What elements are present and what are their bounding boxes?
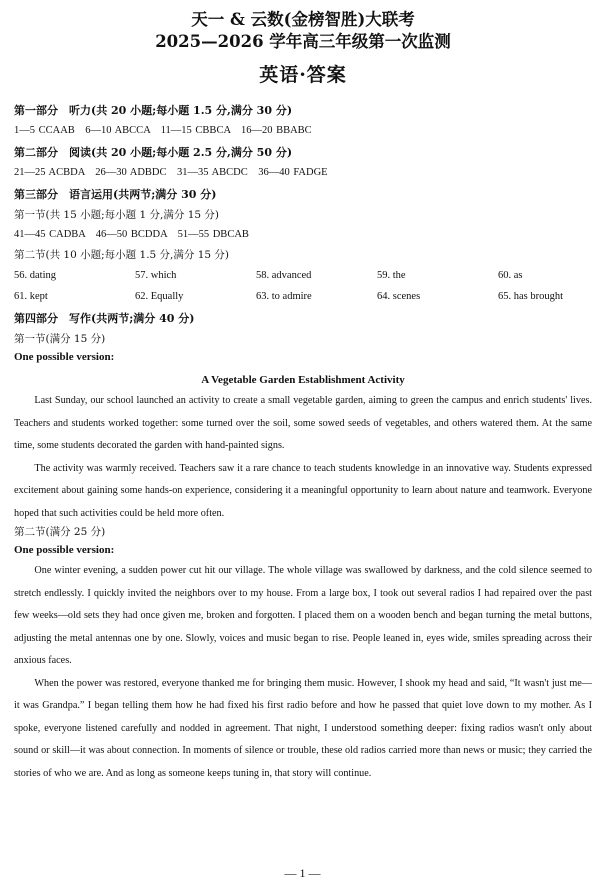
answer-60: 60. as	[498, 270, 523, 282]
essay1-title: A Vegetable Garden Establishment Activity	[201, 374, 405, 387]
part1-heading: 第一部分 听力(共 20 小题;每小题 1.5 分,满分 30 分)	[14, 104, 293, 118]
part2-heading: 第二部分 阅读(共 20 小题;每小题 2.5 分,满分 50 分)	[14, 146, 293, 160]
answer-sheet-page	[14, 8, 592, 785]
part2-answers: 21—25 ACBDA 26—30 ADBDC 31—35 ABCDC 36—40 FADGE	[14, 167, 328, 179]
part4-section1-heading: 第一节(满分 15 分)	[14, 333, 106, 346]
answer-58: 58. advanced	[256, 270, 312, 282]
part3-section1-answers: 41—45 CADBA 46—50 BCDDA 51—55 DBCAB	[14, 229, 249, 241]
version-label-2: One possible version:	[14, 544, 115, 557]
answer-59: 59. the	[377, 270, 406, 282]
subject-title: 英语·答案	[259, 63, 347, 86]
essay1-paragraph-1: Last Sunday, our school launched an activity to create a small vegetable garden, aiming to green the campus and enrich students' lives. Teachers and students worked together: some turned over the soil, some sowed seeds of vegetables, and others watered them. At the same time, some students decorated the garden with hand-painted signs.	[14, 395, 592, 452]
answer-57: 57. which	[135, 270, 177, 282]
part3-section1-heading: 第一节(共 15 小题;每小题 1 分,满分 15 分)	[14, 209, 219, 222]
part1-answers: 1—5 CCAAB 6—10 ABCCA 11—15 CBBCA 16—20 BBABC	[14, 125, 312, 137]
part3-section2-heading: 第二节(共 10 小题;每小题 1.5 分,满分 15 分)	[14, 249, 230, 262]
answer-62: 62. Equally	[135, 291, 184, 303]
essay2-paragraph-2: When the power was restored, everyone thanked me for bringing them music. However, I shook my head and said, “It wasn't just me—it was Grandpa.” I began telling them how he had fixed his first radio before and how he passed that quiet love down to my mother. As I spoke, everyone listened carefully and nodded in agreement. That night, I understood something deeper: fixing radios wasn't only about sound or skill—it was about connection. In moments of silence or trouble, these old radios carried more than news or music; they carried the stories of who we are. And as long as someone keeps tuning in, that story will continue.	[14, 677, 592, 779]
exam-organizer-title: 天一 & 云数(金榜智胜)大联考	[191, 10, 415, 29]
part3-section2-answers-row1	[14, 269, 592, 283]
part4-section2-heading: 第二节(满分 25 分)	[14, 526, 106, 539]
answer-56: 56. dating	[14, 270, 56, 282]
page-number: — 1 —	[284, 866, 321, 880]
exam-year-title: 2025—2026 学年高三年级第一次监测	[155, 31, 451, 51]
answer-63: 63. to admire	[256, 291, 312, 303]
version-label-1: One possible version:	[14, 351, 115, 364]
part4-heading: 第四部分 写作(共两节;满分 40 分)	[14, 312, 195, 326]
answer-65: 65. has brought	[498, 291, 564, 303]
answer-61: 61. kept	[14, 291, 48, 303]
answer-64: 64. scenes	[377, 291, 421, 303]
essay2-paragraph-1: One winter evening, a sudden power cut hit our village. The whole village was swallowed by darkness, and the cold silence seemed to stretch endlessly. I quickly invited the neighbors over to my house. From a large box, I took out several radios I had repaired over the past few weeks—old sets they had once given me, broken and forgotten. I placed them on a wooden bench and began turning the metal buttons, adjusting the metal antennas one by one. Slowly, voices and music began to rise. People leaned in, eyes wide, smiles spreading across their anxious faces.	[14, 565, 592, 667]
part3-heading: 第三部分 语言运用(共两节;满分 30 分)	[14, 188, 217, 202]
essay1-paragraph-2: The activity was warmly received. Teachers saw it a rare chance to teach students knowledge in an innovative way. Students expressed excitement about gaining some hands-on experience, considering it a meaningful opportunity to learn about nature and teamwork. Everyone hoped that such activities could be held more often.	[14, 462, 592, 519]
part3-section2-answers-row2	[14, 290, 592, 304]
